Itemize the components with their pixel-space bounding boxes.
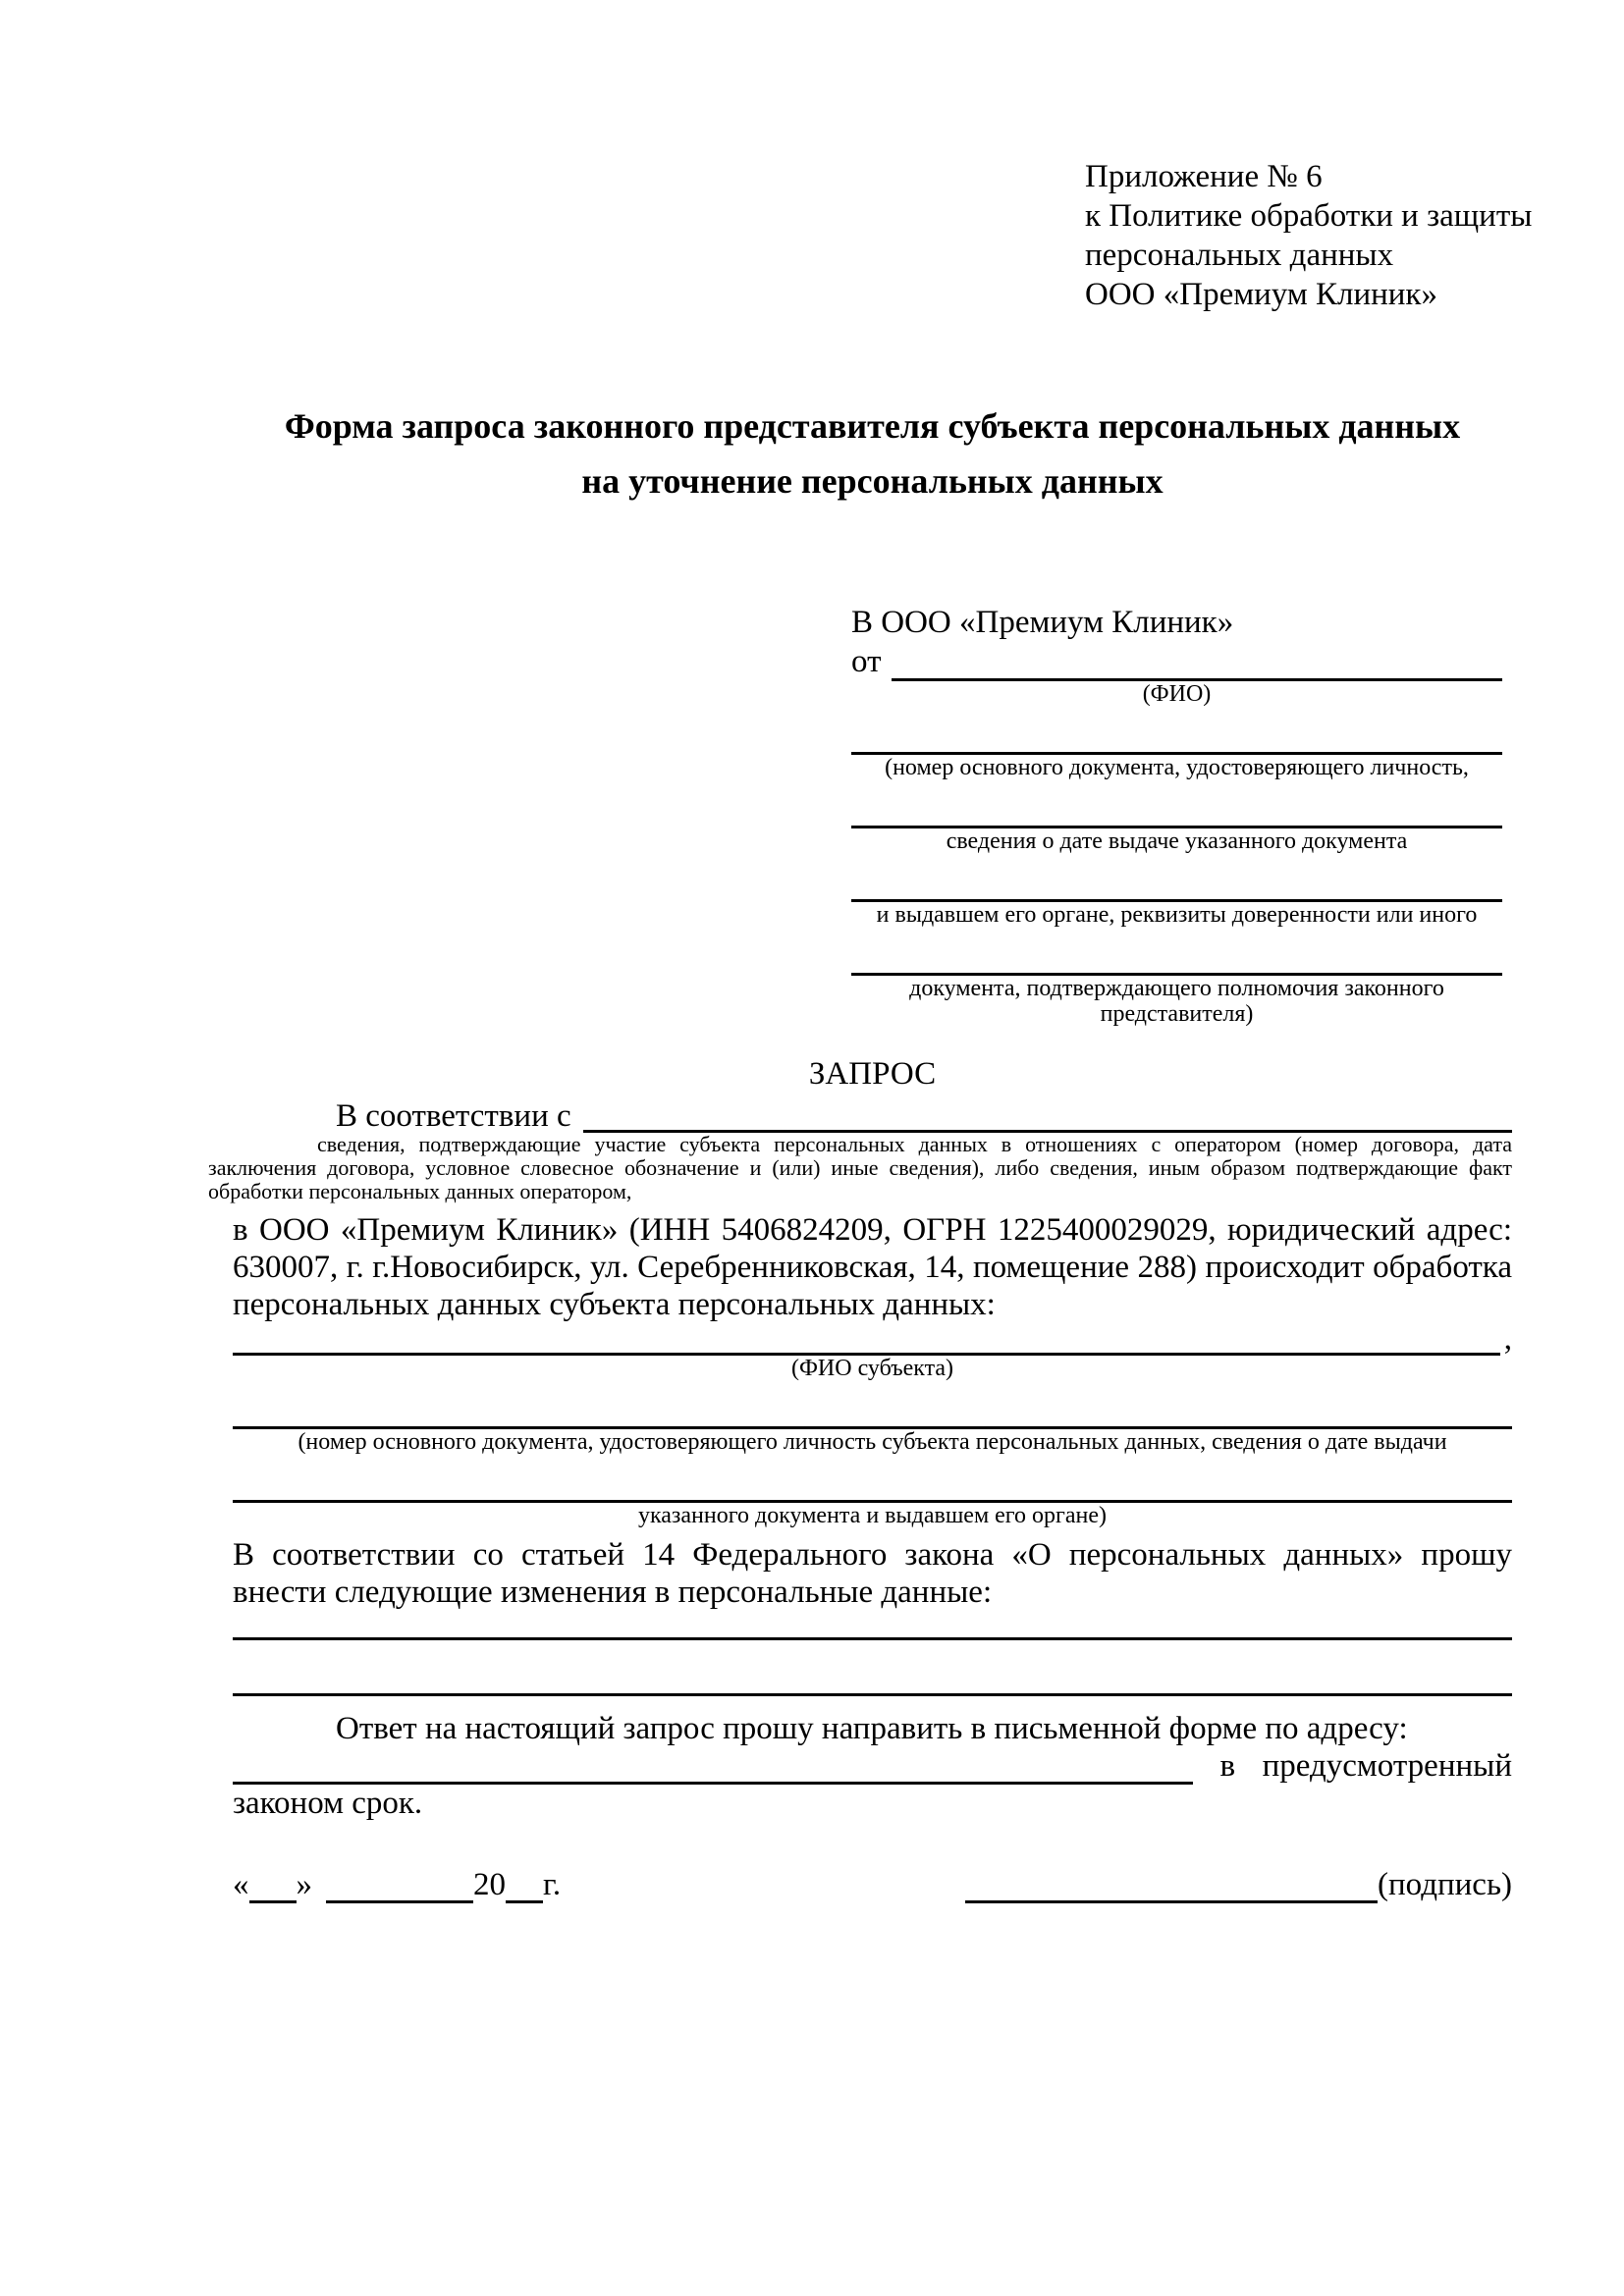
signature-blank-line	[965, 1900, 1378, 1903]
intro-row	[233, 1099, 1512, 1133]
reply-address-row	[233, 1747, 1512, 1785]
fio-caption: (ФИО)	[1142, 681, 1212, 707]
signature-caption: (подпись)	[1378, 1867, 1512, 1902]
doc-powers-blank-line	[851, 943, 1502, 976]
doc-issue-date-caption: сведения о дате выдаче указанного документа	[946, 828, 1408, 854]
change-request-paragraph: В соответствии со статьей 14 Федерального закона «О персональных данных» прошу внести следующие изменения в персональные данные:	[233, 1537, 1512, 1610]
reply-closing: законом срок.	[233, 1786, 423, 1821]
doc-authority-blank-line	[851, 870, 1502, 902]
doc-powers-caption: документа, подтверждающего полномочия законного представителя)	[909, 976, 1444, 1027]
appendix-policy-ref: к Политике обработки и защиты	[1085, 198, 1533, 234]
intro-lead: В соответствии с	[336, 1098, 571, 1134]
signature-row	[233, 1866, 1512, 1903]
from-label: от	[851, 644, 882, 679]
reply-word-timeframe: предусмотренный	[1262, 1748, 1512, 1784]
date-day-blank	[249, 1900, 297, 1903]
appendix-number: Приложение № 6	[1085, 159, 1323, 194]
appendix-policy-ref2: персональных данных	[1085, 238, 1394, 273]
operator-paragraph: в ООО «Премиум Клиник» (ИНН 5406824209, ОГРН 1225400029029, юридический адрес: 630007, г. г.Новосибирск, ул. Серебренниковская, 14, помещение 288) происходит обработка персональных данных субъекта персональных данных:	[233, 1212, 1512, 1322]
from-row	[851, 642, 1502, 681]
changes-blank-line-1	[233, 1637, 1512, 1640]
subject-doc-caption-2: указанного документа и выдавшем его органе)	[637, 1503, 1108, 1528]
date-month-blank	[326, 1900, 473, 1903]
addressee-block	[851, 603, 1502, 1027]
doc-authority-caption: и выдавшем его органе, реквизиты доверенности или иного	[876, 902, 1478, 928]
title-line-1: Форма запроса законного представителя субъекта персональных данных	[284, 406, 1461, 446]
date-year: 20	[473, 1867, 506, 1902]
date-group	[233, 1866, 561, 1903]
addressee-to: В ООО «Премиум Клиник»	[851, 605, 1234, 640]
subject-fio-comma: ,	[1503, 1321, 1512, 1357]
doc-number-blank-line	[851, 722, 1502, 755]
date-year-blank	[506, 1900, 543, 1903]
intro-note: сведения, подтверждающие участие субъекта персональных данных в отношениях с оператором (номер договора, дата заключения договора, условное словесное обозначение и (или) иные сведения), либо сведения, иным образом подтверждающие факт обработки персональных данных оператором,	[208, 1132, 1512, 1203]
subject-doc-blank-line	[233, 1399, 1512, 1429]
appendix-header	[1085, 157, 1533, 314]
subject-doc-caption: (номер основного документа, удостоверяющего личность субъекта персональных данных, сведения о дате выдачи	[298, 1429, 1447, 1455]
appendix-company: ООО «Премиум Клиник»	[1085, 277, 1437, 312]
date-quote-close: »	[296, 1867, 312, 1902]
reply-word-in: в	[1219, 1748, 1236, 1784]
doc-number-caption: (номер основного документа, удостоверяющего личность,	[885, 755, 1469, 780]
request-heading: ЗАПРОС	[808, 1056, 937, 1092]
date-year-suffix: г.	[543, 1867, 562, 1902]
subject-fio-row	[233, 1323, 1512, 1356]
subject-doc-blank-line-2	[233, 1472, 1512, 1503]
title-line-2: на уточнение персональных данных	[581, 461, 1164, 501]
document-title	[233, 399, 1512, 508]
date-quote-open: «	[233, 1867, 249, 1902]
subject-fio-caption: (ФИО субъекта)	[790, 1356, 954, 1381]
reply-paragraph: Ответ на настоящий запрос прошу направить в письменной форме по адресу:	[336, 1711, 1408, 1746]
signature-group	[965, 1866, 1512, 1903]
doc-issue-date-blank-line	[851, 796, 1502, 828]
changes-blank-line-2	[233, 1693, 1512, 1696]
